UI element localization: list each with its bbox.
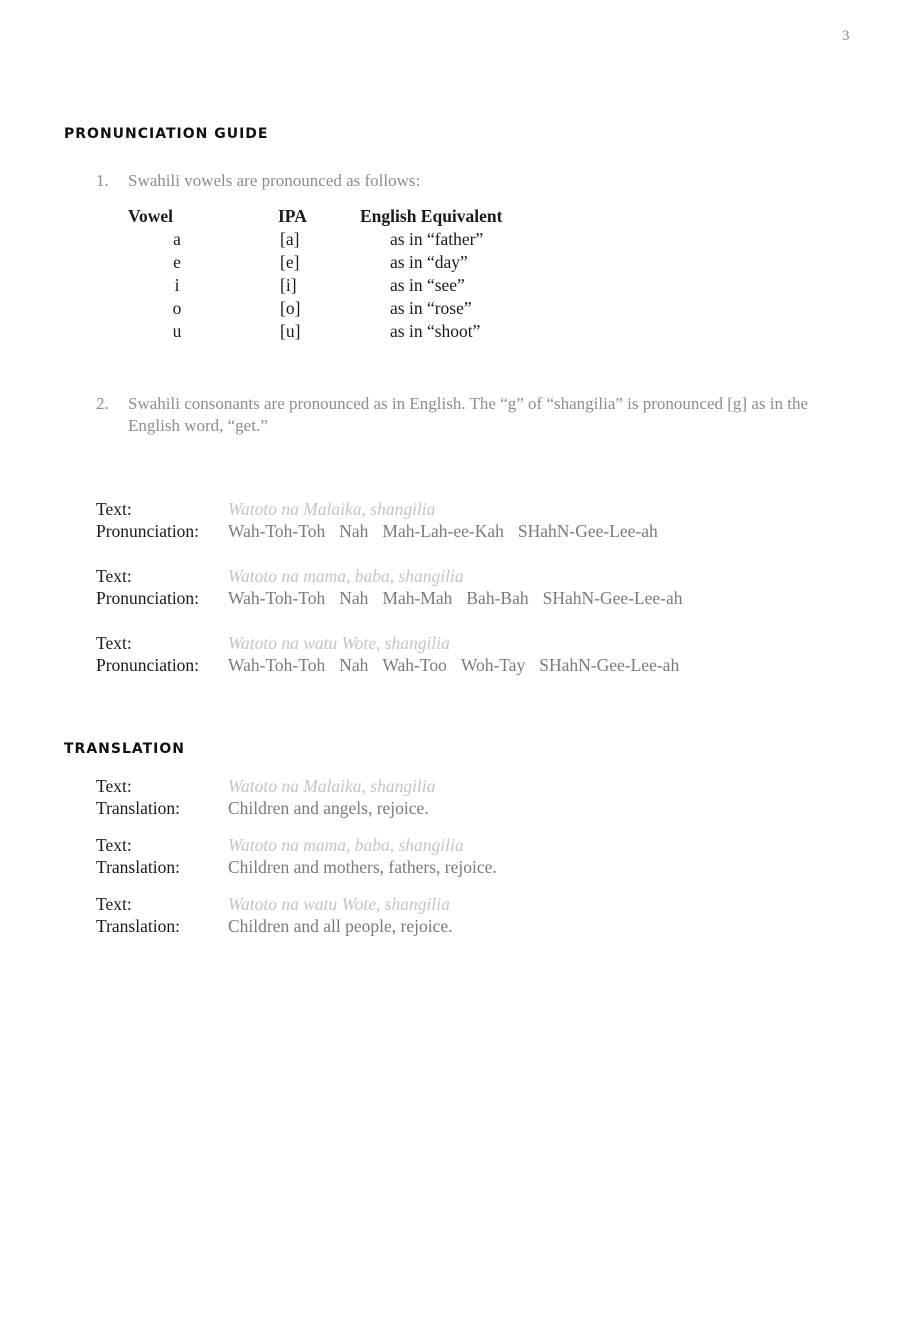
syllable: SHahN-Gee-Lee-ah [517, 521, 658, 541]
translation-text: Children and all people, rejoice. [228, 916, 453, 936]
translation-text: Children and mothers, fathers, rejoice. [228, 857, 497, 877]
syllable: Wah-Toh-Toh [228, 655, 326, 675]
vowel-cell: a [173, 229, 181, 249]
ipa-cell: [o] [280, 298, 301, 318]
pronunciation-entry [96, 633, 679, 677]
vowel-cell: u [172, 321, 182, 341]
vowel-cell: i [174, 275, 180, 295]
syllable: SHahN-Gee-Lee-ah [542, 588, 683, 608]
page-number: 3 [842, 28, 850, 44]
pronunciation-syllables [228, 655, 679, 675]
vowel-cell: o [172, 298, 182, 318]
equivalent-cell: as in “rose” [390, 298, 472, 318]
swahili-text: Watoto na mama, baba, shangilia [228, 566, 464, 586]
equivalent-cell: as in “see” [390, 275, 465, 295]
swahili-text: Watoto na watu Wote, shangilia [228, 633, 450, 653]
item-text: Swahili consonants are pronounced as in English. The “g” of “shangilia” is pronounced [g] as in the English word, “get.” [128, 394, 808, 435]
text-label: Text: [96, 776, 132, 796]
pronunciation-entry [96, 566, 683, 610]
translation-label: Translation: [96, 798, 180, 818]
item-text: Swahili vowels are pronounced as follows: [128, 171, 421, 190]
syllable: SHahN-Gee-Lee-ah [539, 655, 680, 675]
syllable: Nah [339, 521, 369, 541]
equivalent-cell: as in “day” [390, 252, 468, 272]
translation-entry [96, 894, 453, 938]
syllable: Mah-Lah-ee-Kah [382, 521, 504, 541]
table-row [122, 251, 503, 274]
text-label: Text: [96, 894, 132, 914]
swahili-text: Watoto na Malaika, shangilia [228, 499, 436, 519]
translation-entry [96, 835, 497, 879]
vowels-intro-item [96, 170, 836, 192]
equivalent-cell: as in “shoot” [390, 321, 481, 341]
syllable: Wah-Toh-Toh [228, 588, 326, 608]
text-label: Text: [96, 566, 132, 586]
syllable: Mah-Mah [382, 588, 453, 608]
item-number: 1. [96, 171, 109, 190]
translation-label: Translation: [96, 916, 180, 936]
table-row [122, 228, 503, 251]
translation-text: Children and angels, rejoice. [228, 798, 429, 818]
translation-entry [96, 776, 435, 820]
ipa-cell: [e] [280, 252, 300, 272]
pronunciation-label: Pronunciation: [96, 521, 200, 541]
table-row [122, 297, 503, 320]
table-row [122, 320, 503, 343]
item-number: 2. [96, 394, 109, 413]
ipa-cell: [u] [280, 321, 301, 341]
syllable: Wah-Too [382, 655, 447, 675]
pronunciation-syllables [228, 588, 683, 608]
ipa-cell: [a] [280, 229, 300, 249]
pronunciation-entry [96, 499, 658, 543]
text-label: Text: [96, 633, 132, 653]
pronunciation-syllables [228, 521, 658, 541]
translation-heading: TRANSLATION [64, 741, 186, 757]
vowel-cell: e [173, 252, 181, 272]
syllable: Wah-Toh-Toh [228, 521, 326, 541]
pronunciation-label: Pronunciation: [96, 655, 200, 675]
syllable: Woh-Tay [460, 655, 526, 675]
table-row [122, 274, 503, 297]
swahili-text: Watoto na watu Wote, shangilia [228, 894, 450, 914]
column-header-english-equivalent: English Equivalent [360, 205, 503, 226]
text-label: Text: [96, 499, 132, 519]
column-header-vowel: Vowel [128, 205, 174, 226]
vowel-table [122, 204, 503, 343]
syllable: Bah-Bah [466, 588, 529, 608]
ipa-cell: [i] [280, 275, 297, 295]
swahili-text: Watoto na mama, baba, shangilia [228, 835, 464, 855]
column-header-ipa: IPA [278, 205, 307, 226]
syllable: Nah [339, 655, 369, 675]
vowel-table-header-row [122, 204, 503, 228]
syllable: Nah [339, 588, 369, 608]
text-label: Text: [96, 835, 132, 855]
pronunciation-label: Pronunciation: [96, 588, 200, 608]
swahili-text: Watoto na Malaika, shangilia [228, 776, 436, 796]
consonants-item [96, 393, 836, 437]
equivalent-cell: as in “father” [390, 229, 484, 249]
pronunciation-guide-heading: PRONUNCIATION GUIDE [64, 126, 269, 142]
translation-label: Translation: [96, 857, 180, 877]
